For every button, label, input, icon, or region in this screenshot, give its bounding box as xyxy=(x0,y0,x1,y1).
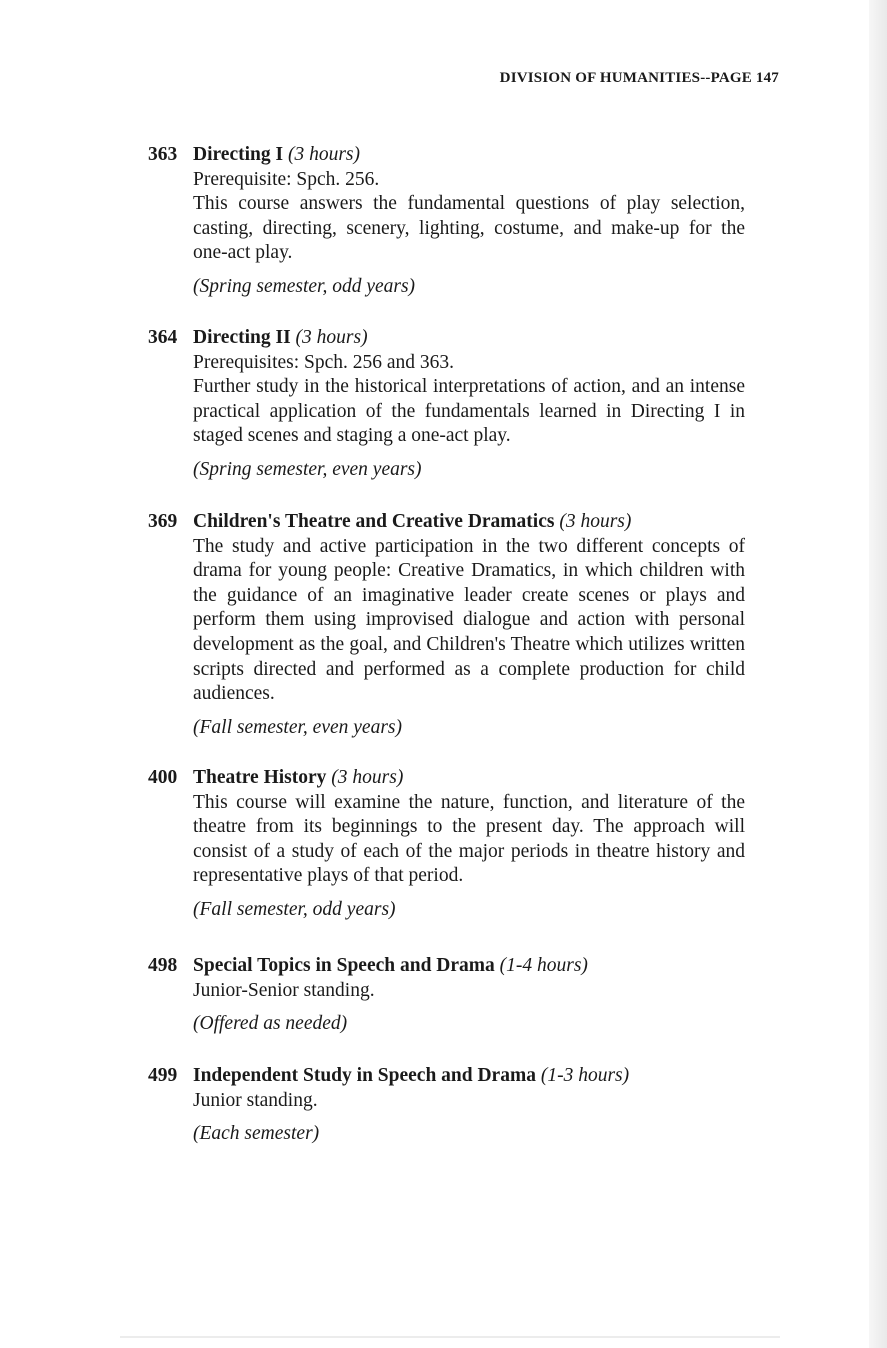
scan-bottom-line xyxy=(120,1336,780,1338)
course-number: 400 xyxy=(148,767,178,788)
page-edge-shadow xyxy=(869,0,887,1348)
course-schedule: (Offered as needed) xyxy=(193,1013,348,1035)
course-hours: (1-3 hours) xyxy=(540,1065,630,1086)
course-400 xyxy=(148,766,748,923)
course-body xyxy=(193,168,745,300)
course-schedule: (Spring semester, even years) xyxy=(193,458,422,480)
course-hours: (3 hours) xyxy=(331,767,404,788)
course-body xyxy=(193,791,745,923)
course-description: This course answers the fundamental questions of play selection, casting, directing, scenery, lighting, costume, and make-up for the one-act play. xyxy=(193,193,745,264)
course-schedule: (Fall semester, odd years) xyxy=(193,898,396,920)
course-369 xyxy=(148,510,748,740)
course-schedule: (Spring semester, odd years) xyxy=(193,275,416,297)
course-363 xyxy=(148,143,748,300)
course-498 xyxy=(148,954,748,1037)
course-title: Directing II xyxy=(193,327,291,348)
course-title-line xyxy=(148,1064,748,1089)
running-head: DIVISION OF HUMANITIES--PAGE 147 xyxy=(499,70,779,86)
course-hours: (3 hours) xyxy=(295,327,368,348)
course-schedule: (Each semester) xyxy=(193,1123,320,1145)
course-body xyxy=(193,1089,745,1147)
course-title: Independent Study in Speech and Drama xyxy=(193,1065,536,1086)
course-body xyxy=(193,351,745,483)
course-prerequisite: Prerequisites: Spch. 256 and 363. xyxy=(193,351,455,373)
course-hours: (1-4 hours) xyxy=(499,955,588,976)
course-title-line xyxy=(148,326,748,351)
course-title-line xyxy=(148,143,748,168)
course-title: Children's Theatre and Creative Dramatics xyxy=(193,511,555,532)
course-499 xyxy=(148,1064,748,1147)
course-364 xyxy=(148,326,748,483)
course-prerequisite: Junior standing. xyxy=(193,1089,318,1111)
course-title: Theatre History xyxy=(193,767,327,788)
course-title-line xyxy=(148,954,748,979)
course-description: The study and active participation in the two different concepts of drama for young people: Creative Dramatics, in which children with the guidance of an imaginative leader create scenes or plays and perform them using improvised dialogue and action with personal development as the goal, and Children's Theatre which utilizes written scripts directed and performed as a complete production for child audiences. xyxy=(193,535,745,705)
course-title: Special Topics in Speech and Drama xyxy=(193,955,495,976)
course-number: 499 xyxy=(148,1065,178,1086)
course-description: This course will examine the nature, function, and literature of the theatre from its beginnings to the present day. The approach will consist of a study of each of the major periods in theatre history and representative plays of that period. xyxy=(193,791,745,887)
course-body xyxy=(193,979,745,1037)
course-prerequisite: Prerequisite: Spch. 256. xyxy=(193,168,380,190)
course-title-line xyxy=(148,766,748,791)
course-number: 369 xyxy=(148,511,178,532)
course-hours: (3 hours) xyxy=(287,144,361,165)
course-hours: (3 hours) xyxy=(559,511,632,532)
course-schedule: (Fall semester, even years) xyxy=(193,716,403,738)
course-prerequisite: Junior-Senior standing. xyxy=(193,979,375,1001)
course-number: 363 xyxy=(148,144,178,165)
course-number: 364 xyxy=(148,327,178,348)
course-body xyxy=(193,535,745,741)
course-description: Further study in the historical interpretations of action, and an intense practical application of the fundamentals learned in Directing I in staged scenes and staging a one-act play. xyxy=(193,376,745,447)
course-title: Directing I xyxy=(193,144,284,165)
course-title-line xyxy=(148,510,748,535)
course-number: 498 xyxy=(148,955,178,976)
